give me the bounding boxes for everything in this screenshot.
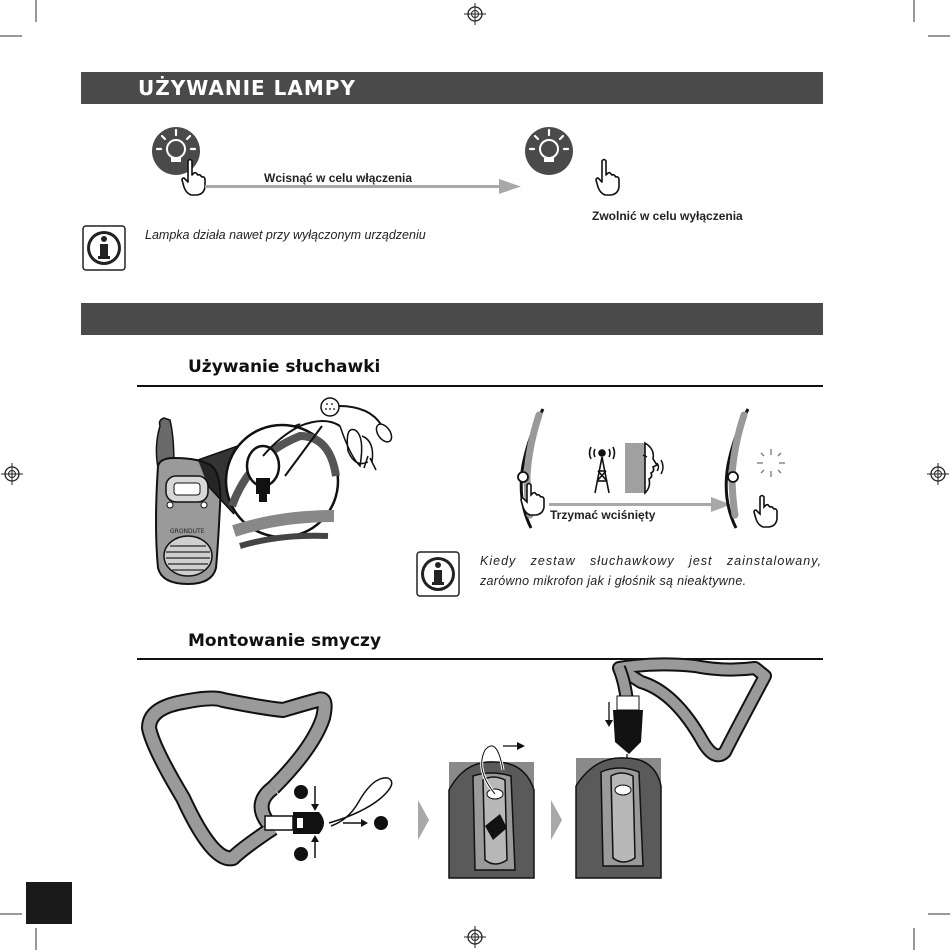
lanyard-step3-illustration [575, 662, 775, 882]
lamp-icon [524, 126, 574, 176]
headset-heading-rule [137, 385, 823, 387]
lamp-section-title: UŻYWANIE LAMPY [138, 76, 356, 100]
registration-mark-icon [927, 463, 949, 485]
step-chevron [418, 800, 430, 840]
headset-info-line1: Kiedy zestaw słuchawkowy jest zainstalowany, [480, 554, 822, 568]
lanyard-step2-illustration [445, 730, 545, 880]
lanyard-heading-rule [137, 658, 823, 660]
registration-mark-icon [464, 3, 486, 25]
release-label: Zwolnić w celu wyłączenia [592, 209, 743, 223]
hand-pointer-icon [594, 157, 622, 197]
device-brand: GRONDUTE [170, 528, 205, 535]
walkie-talkie-headset-illustration [150, 396, 420, 586]
headset-info-note [480, 551, 822, 591]
lanyard-heading: Montowanie smyczy [188, 631, 382, 651]
press-label: Wcisnąć w celu włączenia [264, 171, 413, 185]
lanyard-illustration [143, 688, 413, 868]
hold-label: Trzymać wciśnięty [550, 508, 656, 522]
page-corner-tab [26, 882, 72, 924]
accessories-section-banner [81, 303, 823, 335]
registration-mark-icon [464, 926, 486, 948]
lamp-section-banner [81, 72, 823, 104]
lamp-info-note: Lampka działa nawet przy wyłączonym urządzeniu [145, 228, 426, 242]
hand-pointer-icon [180, 157, 208, 197]
antenna-icon [590, 447, 615, 493]
speaking-face-icon [625, 443, 663, 493]
headset-info-line2: zarówno mikrofon jak i głośnik są nieaktywne. [480, 574, 747, 588]
headset-heading: Używanie słuchawki [188, 357, 381, 377]
info-icon [416, 551, 460, 597]
info-icon [82, 225, 126, 271]
step-chevron [551, 800, 563, 840]
registration-mark-icon [1, 463, 23, 485]
